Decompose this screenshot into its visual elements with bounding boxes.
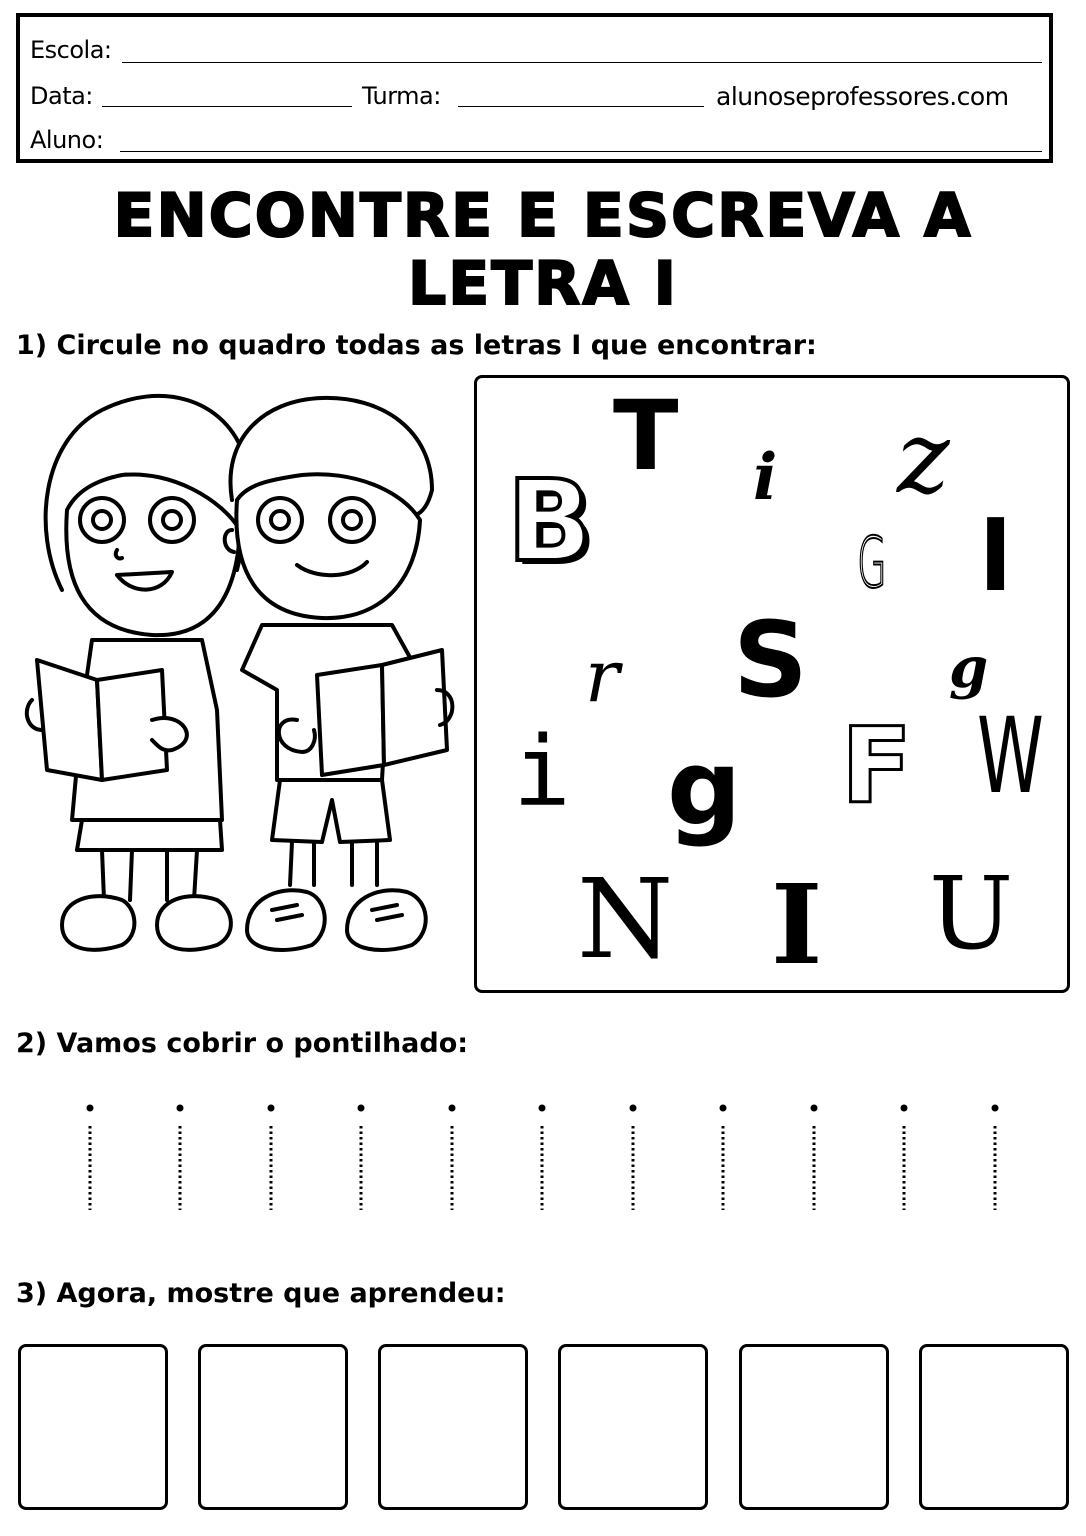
class-label: Turma: [362,82,441,110]
letter-search-box [474,375,1070,993]
section-1-instruction: 1) Circule no quadro todas as letras I que encontrar: [16,330,817,361]
letter-T[interactable]: T [613,380,679,492]
answer-box-2[interactable] [198,1344,348,1510]
section-3-instruction: 3) Agora, mostre que aprendeu: [16,1278,506,1309]
tracing-letter-4[interactable] [355,1100,367,1212]
letter-I-sans[interactable]: I [978,497,1013,614]
letter-r-cursive[interactable]: r [585,634,620,718]
letter-i-cursive[interactable]: i [753,440,778,515]
tracing-letter-6[interactable] [536,1100,548,1212]
school-field[interactable] [122,62,1042,63]
class-field[interactable] [458,106,704,107]
letter-N[interactable]: N [577,855,674,983]
letter-W[interactable]: W [977,695,1044,817]
date-field[interactable] [102,106,352,107]
tracing-letter-11[interactable] [989,1100,1001,1212]
tracing-letter-1[interactable] [84,1100,96,1212]
letter-S[interactable]: S [733,599,808,721]
page-title-line1: ENCONTRE E ESCREVA A [113,181,973,251]
tracing-letter-5[interactable] [446,1100,458,1212]
answer-box-6[interactable] [919,1344,1069,1510]
tracing-letter-8[interactable] [717,1100,729,1212]
letter-g-italic[interactable]: g [949,635,989,701]
tracing-letter-3[interactable] [265,1100,277,1212]
letter-U[interactable]: U [929,855,1014,972]
letter-F-outline[interactable]: F [841,705,913,827]
school-label: Escola: [30,36,112,64]
letter-B[interactable]: B [507,457,593,587]
letter-g-bold[interactable]: g [667,727,742,849]
website-link[interactable]: alunoseprofessores.com [716,82,1009,111]
tracing-letter-10[interactable] [898,1100,910,1212]
letter-i-mono[interactable]: i [513,716,571,828]
answer-box-4[interactable] [558,1344,708,1510]
tracing-letter-9[interactable] [808,1100,820,1212]
tracing-letter-7[interactable] [627,1100,639,1212]
letter-I-serif[interactable]: I [771,860,823,989]
student-field[interactable] [120,151,1042,152]
section-2-instruction: 2) Vamos cobrir o pontilhado: [16,1028,469,1059]
tracing-letter-2[interactable] [174,1100,186,1212]
page-title-line2: LETRA I [408,249,678,319]
children-reading-illustration [22,380,462,970]
answer-box-3[interactable] [378,1344,528,1510]
date-label: Data: [30,82,93,110]
letter-G[interactable]: G [857,522,887,604]
letter-z-cursive[interactable]: z [897,399,950,516]
student-label: Aluno: [30,126,104,154]
answer-box-5[interactable] [739,1344,889,1510]
answer-box-1[interactable] [18,1344,168,1510]
